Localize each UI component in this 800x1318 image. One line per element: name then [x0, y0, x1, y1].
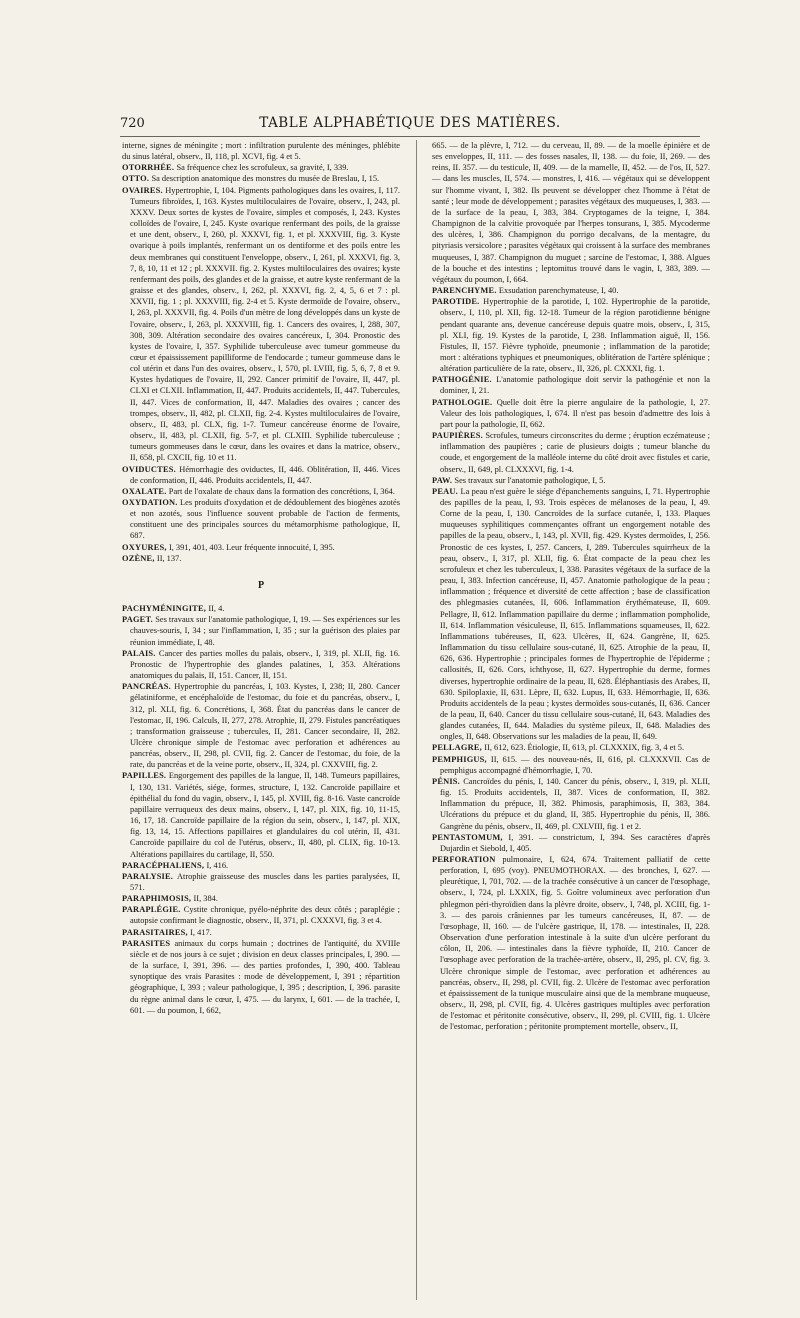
entry-keyword: PEAU.	[432, 486, 461, 496]
entry-text: animaux du corps humain ; doctrines de l'antiquité, du XVIIIe siècle et de nos jours à ce sujet ; division en deux classes principales, I, 390. — de la surface, I, 391, 396. — des parties profondes, I, 390, 400. Tableau synoptique des vrais Parasites : mode de développement, I, 391 ; répartition géographique, I, 393 ; valeur pathologique, I, 395 ; description, I, 396. parasite du règne animal dans le cœur, I, 475. — du larynx, I, 601. — de la trachée, I, 601. — du poumon, I, 662,	[130, 938, 400, 1015]
entry-keyword: OXYDATION.	[122, 498, 181, 507]
entry-text: II, 4.	[208, 604, 225, 614]
index-entry	[432, 285, 710, 296]
index-entry	[122, 140, 400, 162]
index-entry	[122, 173, 400, 184]
entry-text: Hypertrophie du pancréas, I, 103. Kystes, I, 238; II, 280. Cancer gélatiniforme, et encéphaloïde de l'estomac, du foie et du pancréas, observ., I, 312, pl. XLI, fig. 6. Concrétions, I, 368. État du pancréas dans le cancer de l'estomac, II, 196. Calculs, II, 277, 278. Atrophie, II, 279. Fistules pancréatiques ; transformation graisseuse ; tubercules, II, 281. Cancer secondaire, II, 282. Ulcère chronique simple de l'estomac avec perforation et adhérences au pancréas, observ., II, 298, pl. CVII, fig. 2. Cancer de l'estomac, du foie, de la rate, du pancréas et de la veine porte, observ., II, 324, pl. CXXVIII, fig. 2.	[130, 682, 400, 770]
entry-keyword: PAPILLES.	[122, 771, 169, 781]
index-entry	[432, 140, 710, 285]
running-title: TABLE ALPHABÉTIQUE DES MATIÈRES.	[259, 115, 561, 131]
entry-text: I, 416.	[206, 860, 229, 870]
entry-keyword: PERFORATION	[432, 855, 503, 864]
index-entry	[122, 542, 400, 553]
entry-text: Ses travaux sur l'anatomie pathologique, I, 19. — Ses expériences sur les chauves-souris, I, 34 ; sur l'inflammation, I, 35 ; sur la guérison des plaies par réunion immédiate, I, 48.	[130, 615, 400, 647]
entry-keyword: PELLAGRE,	[432, 743, 485, 753]
index-entry	[122, 497, 400, 542]
entry-text: II, 615. — des nouveau-nés, II, 616, pl. CLXXXVII. Cas de pemphigus accompagné d'hémorrhagie, I, 70.	[440, 754, 710, 775]
entry-keyword: OVIDUCTES.	[122, 464, 180, 474]
index-entry	[432, 397, 710, 430]
entry-text: I, 417.	[190, 927, 212, 937]
entry-keyword: PATHOGÉNIE.	[432, 375, 497, 385]
left-column	[122, 140, 400, 1305]
index-entry	[432, 776, 710, 832]
entry-text: II, 384.	[193, 894, 218, 904]
index-entry	[432, 854, 710, 1033]
entry-text: 665. — de la plèvre, I, 712. — du cerveau, II, 89. — de la moelle épinière et de ses enveloppes, II, 111. — des fosses nasales, II, 138. — du foie, II, 269. — des reins, II. 357. — du testicule, II, 409. — de la mamelle, II, 452. — de l'os, II, 527. — dans les muscles, II, 574. — monstres, I, 416. — végétaux qui se développent sur l'homme vivant, I, 382. Ils peuvent se développer chez l'homme à l'état de santé ; leur mode de développement ; parasites végétaux des muqueuses, I, 383. — de la surface de la peau, I, 383, 384. Cryptogames de la teigne, I, 384. Champignon de la calvitie provoquée par l'herpes tonsurans, I, 385. Mycoderme des ulcères, I, 386. Champignon du porrigo decalvans, de la mentagre, du pityriasis versicolore ; parasites végétaux qui croissent à la surface des membranes muqueuses, I, 387. Champignon du muguet ; sarcine de l'estomac, I, 388. Algues de la bouche et des intestins ; leptomitus trouvé dans le vagin, I, 383, 389. — végétaux du poumon, I, 664.	[432, 141, 710, 284]
entry-text: Exsudation parenchymateuse, I, 40.	[498, 286, 619, 296]
index-entry	[432, 832, 710, 854]
entry-text: II, 137.	[156, 553, 182, 563]
entry-keyword: OTORRHÉE.	[122, 163, 177, 173]
index-entry	[122, 464, 400, 486]
page-header	[120, 114, 700, 137]
index-entry	[432, 296, 710, 374]
index-entry	[122, 162, 400, 173]
entry-keyword: OZÈNE,	[122, 553, 157, 563]
entry-keyword: PÉNIS.	[432, 776, 464, 786]
entry-keyword: PALAIS.	[122, 648, 159, 658]
entry-text: Engorgement des papilles de la langue, II, 148. Tumeurs papillaires, I, 130, 131. Variétés, siége, formes, structure, I, 132. Cancroïde papillaire et épithélial du fond du vagin, observ., I, 145, pl. XVIII, fig. 8-16. Vaste cancroïde papillaire verruqueux des deux mains, observ., I, 147, pl. XIX, fig. 10, 11-15, 16, 17, 18. Cancroïde papillaire de la région du sein, observ., I, 147, pl. XIX, fig. 13, 14, 15. Affections papillaires et glandulaires du col utérin, II, 431. Cancroïde papillaire du col de l'utérus, observ., II, 480, pl. CLIX, fig. 10-13. Altérations papillaires du cartilage, II, 550.	[130, 771, 400, 859]
entry-keyword: OXYURES,	[122, 542, 169, 552]
entry-text: interne, signes de méningite ; mort : infiltration purulente des méninges, phlébite du sinus latéral, observ., II, 118, pl. XCVI, fig. 4 et 5.	[122, 141, 400, 162]
index-entry	[122, 927, 400, 938]
index-entry	[432, 742, 710, 753]
index-entry	[122, 603, 400, 614]
entry-text: Hypertrophie de la parotide, I, 102. Hypertrophie de la parotide, observ., I, 110, pl. XII, fig. 12-18. Tumeur de la région parotidienne bénigne pendant quarante ans, devenue cancéreuse depuis quatre mois, observ., I, 315, pl. XLI, fig. 19. Kystes de la parotide, I, 238. Inflammation aiguë, II, 156. Fistules, II, 157. Fièvre typhoïde, pneumonie ; inflammation de la parotide; mort : altérations typhiques et pneumoniques, oblitération de l'artère splénique ; altération particulière de la rate, observ., II, 326, pl. CXXXI, fig. 1.	[440, 297, 710, 374]
index-entry	[122, 938, 400, 1016]
entry-text: Cystite chronique, pyélo-néphrite des deux côtés ; paraplégie ; autopsie confirmant le diagnostic, observ., II, 371, pl. CXXXVI, fig. 3 et 4.	[130, 905, 400, 926]
entry-keyword: PARACÉPHALIENS,	[122, 860, 207, 870]
index-entry	[122, 185, 400, 464]
entry-keyword: OTTO.	[122, 174, 152, 184]
entry-keyword: PARASITES	[122, 938, 175, 948]
index-entry	[122, 681, 400, 770]
index-entry	[432, 475, 710, 486]
entry-keyword: PARENCHYME.	[432, 286, 499, 296]
section-letter: P	[257, 579, 265, 591]
index-entry	[122, 614, 400, 647]
page-number: 720	[120, 116, 145, 131]
entry-text: Ses travaux sur l'anatomie pathologique, I, 5.	[454, 475, 606, 485]
entry-text: I, 391. — constrictum, I, 394. Ses caractères d'après Dujardin et Siebold, I, 405.	[440, 832, 710, 853]
index-entry	[122, 553, 400, 564]
entry-keyword: OXALATE.	[122, 486, 169, 496]
entry-keyword: PAGET.	[122, 615, 156, 625]
entry-text: Les produits d'oxydation et de dédoublement des biogènes azotés et non azotés, sous l'influence souvent probable de l'action de ferments, constituent une des principales sources du métamorphisme pathologique, II, 687.	[130, 498, 400, 541]
index-entry	[122, 904, 400, 926]
index-entry	[432, 486, 710, 743]
entry-keyword: PATHOLOGIE.	[432, 397, 497, 407]
entry-text: Sa fréquence chez les scrofuleux, sa gravité, I, 339.	[176, 163, 349, 173]
entry-keyword: PAROTIDE.	[432, 297, 484, 307]
entry-keyword: PANCRÉAS.	[122, 682, 175, 692]
entry-text: I, 391, 401, 403. Leur fréquente innocuité, I, 395.	[168, 542, 335, 552]
entry-text: pulmonaire, I, 624, 674. Traitement palliatif de cette perforation, I, 695 (voy). PNEUMOTHORAX. — des bronches, I, 627. — pleurétique, I, 701, 702. — de la trachée consécutive à un cancer de l'œsophage, observ., I, 724, pl. LXXIX, fig. 5. Goître volumineux avec perforation d'un phlegmon péri-thyroïdien dans la plèvre droite, observ., I, 748, pl. XCIII, fig. 1-3. — des parois crâniennes par les tumeurs cancéreuses, II, 87. — de l'œsophage, II, 160. — de l'ulcère gastrique, II, 178. — intestinales, II, 228. Observation d'une perforation intestinale à la suite d'un ulcère perforant du côlon, II, 206. — intestinales dans la fièvre typhoïde, II, 210. Cancer de l'œsophage avec perforation de la trachée-artère, observ., II, 295, pl. CV, fig. 3. Ulcère chronique simple de l'estomac, avec perforation et adhérences au pancréas, observ., II, 298, pl. CVII, fig. 2. Ulcère de l'estomac avec perforation et épaississement de la tunique musculaire ainsi que de la membrane muqueuse, observ., II, 298, pl. CVII, fig. 4. Ulcères gastriques multiples avec perforation de l'estomac et péritonite consécutive, observ., II, 299, pl. CVIII, fig. 1. Ulcère de l'estomac, perforation ; péritonite promptement mortelle, observ., II,	[440, 855, 710, 1032]
index-entry	[432, 754, 710, 776]
entry-keyword: PACHYMÉNINGITE,	[122, 604, 209, 614]
right-column	[432, 140, 710, 1305]
entry-keyword: PARALYSIE.	[122, 871, 177, 881]
index-entry	[122, 648, 400, 681]
entry-keyword: PARASITAIRES,	[122, 927, 191, 937]
entry-text: La peau n'est guère le siége d'épanchements sanguins, I, 71. Hypertrophie des papilles de la peau, I, 93. Trois espèces de mélanoses de la peau, I, 49. Corne de la peau, I, 130. Cancroïdes de la surface cutanée, I, 133. Plaques muqueuses syphilitiques commençantes offrant un engorgement notable des papilles de la peau, observ., I, 143, pl. XVII, fig. 429. Kystes dermoïdes, I, 256. Pronostic de ces kystes, I, 257. Cancers, I, 289. Tubercules squirrheux de la peau, observ., I, 317, pl. XLII, fig. 6. État compacte de la peau chez les scrofuleux et chez les tuberculeux, I, 338. Parasites végétaux de la surface de la peau, I, 383. Infection cancéreuse, II, 457. Anatomie pathologique de la peau ; inflammation ; fréquence et diversité de cette affection ; base de classification des phlegmasies cutanées, II, 606. Inflammation érythémateuse, II, 609. Pellagre, II, 612. Inflammation papillaire du derme ; inflammation pompholide, II, 614. Inflammation vésiculeuse, II, 615. Inflammations squameuses, II, 622. Inflammations tubéreuses, II, 623. Ulcères, II, 624. Gangrène, II, 625. Inflammation du tissu cellulaire sous-cutané, II, 625. Atrophie de la peau, II, 626, 636. Hypertrophie ; principales formes de l'hypertrophie de l'épiderme ; callosités, II, 626. Cors, ichthyose, II, 627. Hypertrophie du derme, formes diverses, hypertrophie ordinaire de la peau, II, 628. Éléphantiasis des Arabes, II, 630. Spiloplaxie, II, 631. Lèpre, II, 632. Lupus, II, 633. Hémorrhagie, II, 636. Produits accidentels de la peau ; kystes dermoïdes sous-cutanés, II, 636. Cancer de la peau, II, 640. Cancer du tissu cellulaire sous-cutané, II, 643. Maladies des glandes cutanées, II, 644. Maladies du système pileux, II, 648. Maladies des ongles, II, 648. Observations sur les maladies de la peau, II, 649.	[440, 486, 710, 742]
entry-keyword: PAUPIÈRES.	[432, 431, 486, 441]
entry-text: Hypertrophie, I, 104. Pigments pathologiques dans les ovaires, I, 117. Tumeurs fibroïdes, I, 163. Kystes multiloculaires de l'ovaire, observ., I, 243, pl. XXXV. Deux sortes de kystes de l'ovaire, simples et composés, I, 243. Kystes colloïdes de l'ovaire, I, 245. Kyste ovarique renfermant des poils, de la graisse et une dent, observ., I, 260, pl. XXXVI, fig. 1, et pl. XXXVIII, fig. 3. Kyste ovarique à poils implantés, renfermant un os dentiforme et des poils entre les deux membranes qui constituent l'enveloppe, observ., I, 261, pl. XXXVI, fig. 3, 7, 8, 10, 11 et 12 ; pl. XXXVII. fig. 2. Kystes multiloculaires des ovaires; kyste renfermant des poils, des glandes et de la graisse, et autre kyste renfermant de la graisse et des glandes, observ., I, 262, pl. XXXVI, fig. 2, 4, 5, 6 et 7 : pl. XXVII, fig. 1 ; pl. XXXVIII, fig. 2-4 et 5. Kyste dermoïde de l'ovaire, observ., I, 263, pl. XXXVII, fig. 4. Poils d'un mètre de long développés dans un kyste de l'ovaire, observ., I, 263, pl. XXXVIII, fig. 1. Cancers des ovaires, I, 288, 307, 308, 309. Altération secondaire des ovaires cancéreux, I, 304. Pronostic des kystes de l'ovaire, I, 357. Syphilide tuberculeuse avec tumeur gommeuse du cœur et épaississement papilliforme de l'endocarde ; tumeur gommeuse dans le col utérin et dans l'un des ovaires, observ., I, 570, pl. LVIII, fig. 5, 6, 7, 8 et 9. Kystes hydatiques de l'ovaire, II, 292. Cancer primitif de l'ovaire, II, 447, pl. CLXI et CLXII. Inflammation, II, 447. Produits accidentels, II, 447. Tubercules, II, 447. Vices de conformation, II, 447. Maladies des ovaires ; cancer des trompes, observ., II, 482, pl. CLXII, fig. 2-4. Kystes multiloculaires de l'ovaire, observ., II, 483, pl. CLX, fig. 1-7. Tumeur cancéreuse énorme de l'ovaire, observ., II, 483, pl. CLXII, fig. 5-7, et pl. CLXIII. Syphilide tuberculeuse ; tumeurs gommeuses dans le cœur, dans les ovaires et dans la matrice, observ., II, 658, pl. CXCII, fig. 10 et 11.	[130, 185, 400, 463]
entry-keyword: PARAPHIMOSIS,	[122, 894, 194, 904]
index-entry	[122, 486, 400, 497]
entry-text: Sa description anatomique des monstres du musée de Breslau, I, 15.	[151, 174, 380, 184]
entry-text: L'anatomie pathologique doit servir la pathogénie et non la dominer, I, 21.	[440, 375, 710, 396]
entry-keyword: PENTASTOMUM,	[432, 832, 509, 842]
entry-keyword: PEMPHIGUS,	[432, 754, 491, 764]
column-divider	[416, 140, 417, 1300]
index-entry	[122, 770, 400, 859]
entry-text: Atrophie graisseuse des muscles dans les parties paralysées, II, 571.	[130, 871, 400, 892]
entry-keyword: PAW.	[432, 475, 455, 485]
index-entry	[432, 374, 710, 396]
entry-text: Cancer des parties molles du palais, observ., I, 319, pl. XLII, fig. 16. Pronostic de l'hypertrophie des glandes palatines, I, 353. Altérations anatomiques du palais, II, 151. Cancer, II, 151.	[130, 648, 400, 681]
entry-text: Hémorrhagie des oviductes, II, 446. Oblitération, II, 446. Vices de conformation, II, 446. Produits accidentels, II, 447.	[130, 464, 400, 485]
index-entry	[432, 430, 710, 475]
entry-keyword: PARAPLÉGIE.	[122, 905, 184, 915]
index-entry	[122, 893, 400, 904]
entry-text: Scrofules, tumeurs circonscrites du derme ; éruption eczémateuse ; inflammation des paupières ; carie de plusieurs doigts ; tumeur blanche du coude, et engorgement de la malléole interne du côté droit avec fistules et carie, observ., II, 649, pl. CLXXXVI, fig. 1-4.	[440, 431, 710, 474]
entry-text: II, 612, 623. Étiologie, II, 613, pl. CLXXXIX, fig. 3, 4 et 5.	[484, 743, 685, 753]
entry-text: Cancroïdes du pénis, I, 140. Cancer du pénis, observ., I, 319, pl. XLII, fig. 15. Produits accidentels, II, 387. Vices de conformation, II, 382. Inflammation du prépuce, II, 382. Phimosis, paraphimosis, II, 383, 384. Ulcérations du prépuce et du gland, II, 385. Hypertrophie du pénis, II, 386. Gangrène du pénis, observ., II, 469, pl. CXLVIII, fig. 1 et 2.	[440, 776, 710, 831]
index-entry	[122, 871, 400, 893]
index-entry	[122, 860, 400, 871]
entry-text: Part de l'oxalate de chaux dans la formation des concrétions, I, 364.	[168, 486, 395, 496]
entry-keyword: OVAIRES.	[122, 185, 166, 195]
entry-text: Quelle doit être la pierre angulaire de la pathologie, I, 27. Valeur des lois pathologiques, I, 674. Il n'est pas besoin d'admettre des lois à part pour la pathologie, II, 662.	[440, 397, 710, 429]
